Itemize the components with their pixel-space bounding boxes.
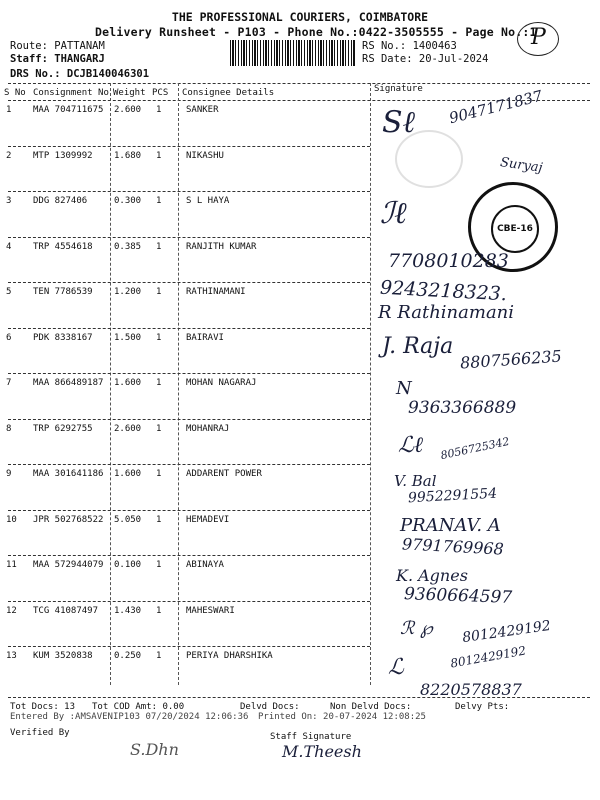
row-consignee: MAHESWARI: [186, 605, 235, 616]
col-header-sno: S No: [4, 88, 26, 98]
signature-row7-name: N: [396, 378, 412, 399]
row-sno: 4: [6, 241, 12, 252]
row-sno: 3: [6, 196, 12, 206]
row-rule: [8, 646, 370, 647]
signature-row12: 8012429192: [461, 617, 552, 647]
row-sno: 2: [6, 150, 12, 161]
row-consignment-no: DDG 827406: [33, 196, 88, 206]
row-consignee: BAIRAVI: [186, 332, 224, 343]
verified-by-label: Verified By: [10, 728, 70, 738]
row-consignee: ABINAYA: [186, 560, 224, 570]
page-mark: P: [531, 25, 546, 50]
col-divider: [370, 83, 371, 685]
row-weight: 0.385: [114, 241, 142, 252]
drs-number: DRS No.: DCJB140046301: [10, 68, 150, 80]
delivered-docs: Delvd Docs:: [240, 702, 300, 712]
rs-date: RS Date: 20-Jul-2024: [362, 53, 489, 65]
row-sno: 9: [6, 469, 12, 479]
row-consignment-no: TRP 6292755: [33, 423, 93, 434]
barcode: [230, 40, 355, 66]
rs-number: RS No.: 1400463: [362, 40, 457, 52]
row-pcs: 1: [156, 105, 162, 115]
row-rule: [8, 510, 370, 511]
row-consignee: S L HAYA: [186, 196, 230, 206]
row-pcs: 1: [156, 196, 162, 206]
row-weight: 0.250: [114, 651, 142, 661]
row-pcs: 1: [156, 423, 162, 434]
row-weight: 1.600: [114, 378, 142, 388]
row-rule: [8, 419, 370, 420]
row-rule: [8, 146, 370, 147]
signature-row1: 9047171837: [447, 86, 545, 128]
row-rule: [8, 555, 370, 556]
col-header-signature: Signature: [374, 84, 423, 94]
row-weight: 0.100: [114, 560, 142, 570]
row-rule: [8, 191, 370, 192]
col-divider: [110, 83, 111, 685]
row-pcs: 1: [156, 651, 162, 661]
row-pcs: 1: [156, 378, 162, 388]
row-weight: 2.600: [114, 423, 142, 434]
row-sno: 5: [6, 287, 12, 297]
row-consignment-no: TEN 7786539: [33, 287, 93, 297]
row-rule: [8, 373, 370, 374]
row-pcs: 1: [156, 150, 162, 161]
row-consignment-no: TCG 41087497: [33, 605, 99, 616]
row-sno: 1: [6, 105, 12, 115]
row-consignee: ADDARENT POWER: [186, 469, 262, 479]
row-consignee: SANKER: [186, 105, 219, 115]
row-pcs: 1: [156, 469, 162, 479]
row-consignment-no: JPR 502768522: [33, 514, 104, 525]
row-sno: 13: [6, 651, 17, 661]
row-consignment-no: KUM 3520838: [33, 651, 93, 661]
row-weight: 1.200: [114, 287, 142, 297]
row-sno: 6: [6, 332, 12, 343]
signature-row13-a: 8012429192: [449, 643, 527, 671]
total-docs: Tot Docs: 13: [10, 702, 76, 712]
staff-signature-label: Staff Signature: [270, 732, 352, 742]
row-weight: 5.050: [114, 514, 142, 525]
col-header-pcs: PCS: [152, 88, 169, 98]
row-pcs: 1: [156, 241, 162, 252]
row-sno: 12: [6, 605, 17, 616]
row-consignment-no: MAA 301641186: [33, 469, 104, 479]
route-label: Route: PATTANAM: [10, 40, 105, 52]
stamp-code: CBE-16: [491, 205, 539, 253]
row-consignee: PERIYA DHARSHIKA: [186, 651, 273, 661]
row-consignee: RANJITH KUMAR: [186, 241, 257, 252]
col-header-weight: Weight: [113, 88, 146, 98]
row-consignment-no: MTP 1309992: [33, 150, 93, 161]
printed-on: Printed On: 20-07-2024 12:08:25: [258, 712, 426, 722]
signature-row11-number: 9360664597: [403, 584, 513, 608]
row-weight: 1.600: [114, 469, 142, 479]
page-mark-circle: [517, 22, 559, 56]
signature-row9-name: V. Bal: [394, 472, 437, 490]
runsheet-title: Delivery Runsheet - P103 - Phone No.:0422-3505555 - Page No.:1: [95, 25, 537, 39]
row-consignee: RATHINAMANI: [186, 287, 246, 297]
col-divider: [178, 83, 179, 685]
row-pcs: 1: [156, 287, 162, 297]
signature-row6-name: J. Raja: [382, 334, 454, 359]
col-header-consignee: Consignee Details: [182, 88, 275, 98]
signature-row10-number: 9791769968: [401, 534, 505, 559]
signature-row6-number: 8807566235: [459, 346, 563, 373]
staff-signature: M.Theesh: [282, 742, 362, 761]
row-consignee: NIKASHU: [186, 150, 224, 161]
row-sno: 7: [6, 378, 12, 388]
row-weight: 1.430: [114, 605, 142, 616]
signature-row5-name: R Rathinamani: [378, 302, 515, 323]
signature-scribble: ℐℓ: [380, 196, 407, 231]
signature-row9-number: 9952291554: [407, 485, 498, 507]
signature-scribble: ℛ ℘: [400, 618, 433, 639]
row-consignment-no: MAA 704711675: [33, 105, 104, 115]
row-sno: 10: [6, 514, 17, 525]
non-delivered-docs: Non Delvd Docs:: [330, 702, 412, 712]
entered-by: Entered By :AMSAVENIP103 07/20/2024 12:06:36: [10, 712, 249, 722]
signature-row5-number: 9243218323.: [379, 276, 508, 306]
row-pcs: 1: [156, 332, 162, 343]
row-consignee: HEMADEVI: [186, 514, 230, 525]
signature-scribble: Ѕℓ: [382, 105, 416, 140]
row-consignment-no: TRP 4554618: [33, 241, 93, 252]
signature-row2: Suryaj: [499, 155, 544, 176]
row-consignment-no: PDK 8338167: [33, 332, 93, 343]
row-consignee: MOHAN NAGARAJ: [186, 378, 257, 388]
footer-rule: [8, 697, 590, 698]
signature-scribble: ℒ: [388, 655, 404, 680]
row-rule: [8, 328, 370, 329]
signature-row11-name: K. Agnes: [396, 566, 468, 585]
row-rule: [8, 464, 370, 465]
row-rule: [8, 282, 370, 283]
signature-row8: 8056725342: [439, 434, 511, 463]
signature-row10-name: PRANAV. A: [400, 515, 501, 536]
row-consignee: MOHANRAJ: [186, 423, 230, 434]
table-top-rule: [8, 83, 590, 84]
row-rule: [8, 237, 370, 238]
row-pcs: 1: [156, 514, 162, 525]
col-header-consignment: Consignment No: [33, 88, 109, 98]
row-sno: 11: [6, 560, 17, 570]
signature-scribble: ℒℓ: [398, 433, 424, 458]
row-sno: 8: [6, 423, 12, 434]
staff-label: Staff: THANGARJ: [10, 53, 105, 65]
signature-row7-number: 9363366889: [408, 398, 517, 418]
row-pcs: 1: [156, 605, 162, 616]
row-consignment-no: MAA 572944079: [33, 560, 104, 570]
signature-row13-b: 8220578837: [420, 680, 522, 699]
delivery-points: Delvy Pts:: [455, 702, 510, 712]
row-weight: 1.500: [114, 332, 142, 343]
row-weight: 0.300: [114, 196, 142, 206]
row-consignment-no: MAA 866489187: [33, 378, 104, 388]
signature-row4: 7708010283: [388, 250, 509, 272]
row-pcs: 1: [156, 560, 162, 570]
total-cod: Tot COD Amt: 0.00: [92, 702, 185, 712]
row-weight: 2.600: [114, 105, 142, 115]
verified-signature: S.Dhn: [130, 740, 179, 759]
row-rule: [8, 601, 370, 602]
row-weight: 1.680: [114, 150, 142, 161]
company-title: THE PROFESSIONAL COURIERS, COIMBATORE: [171, 10, 429, 24]
